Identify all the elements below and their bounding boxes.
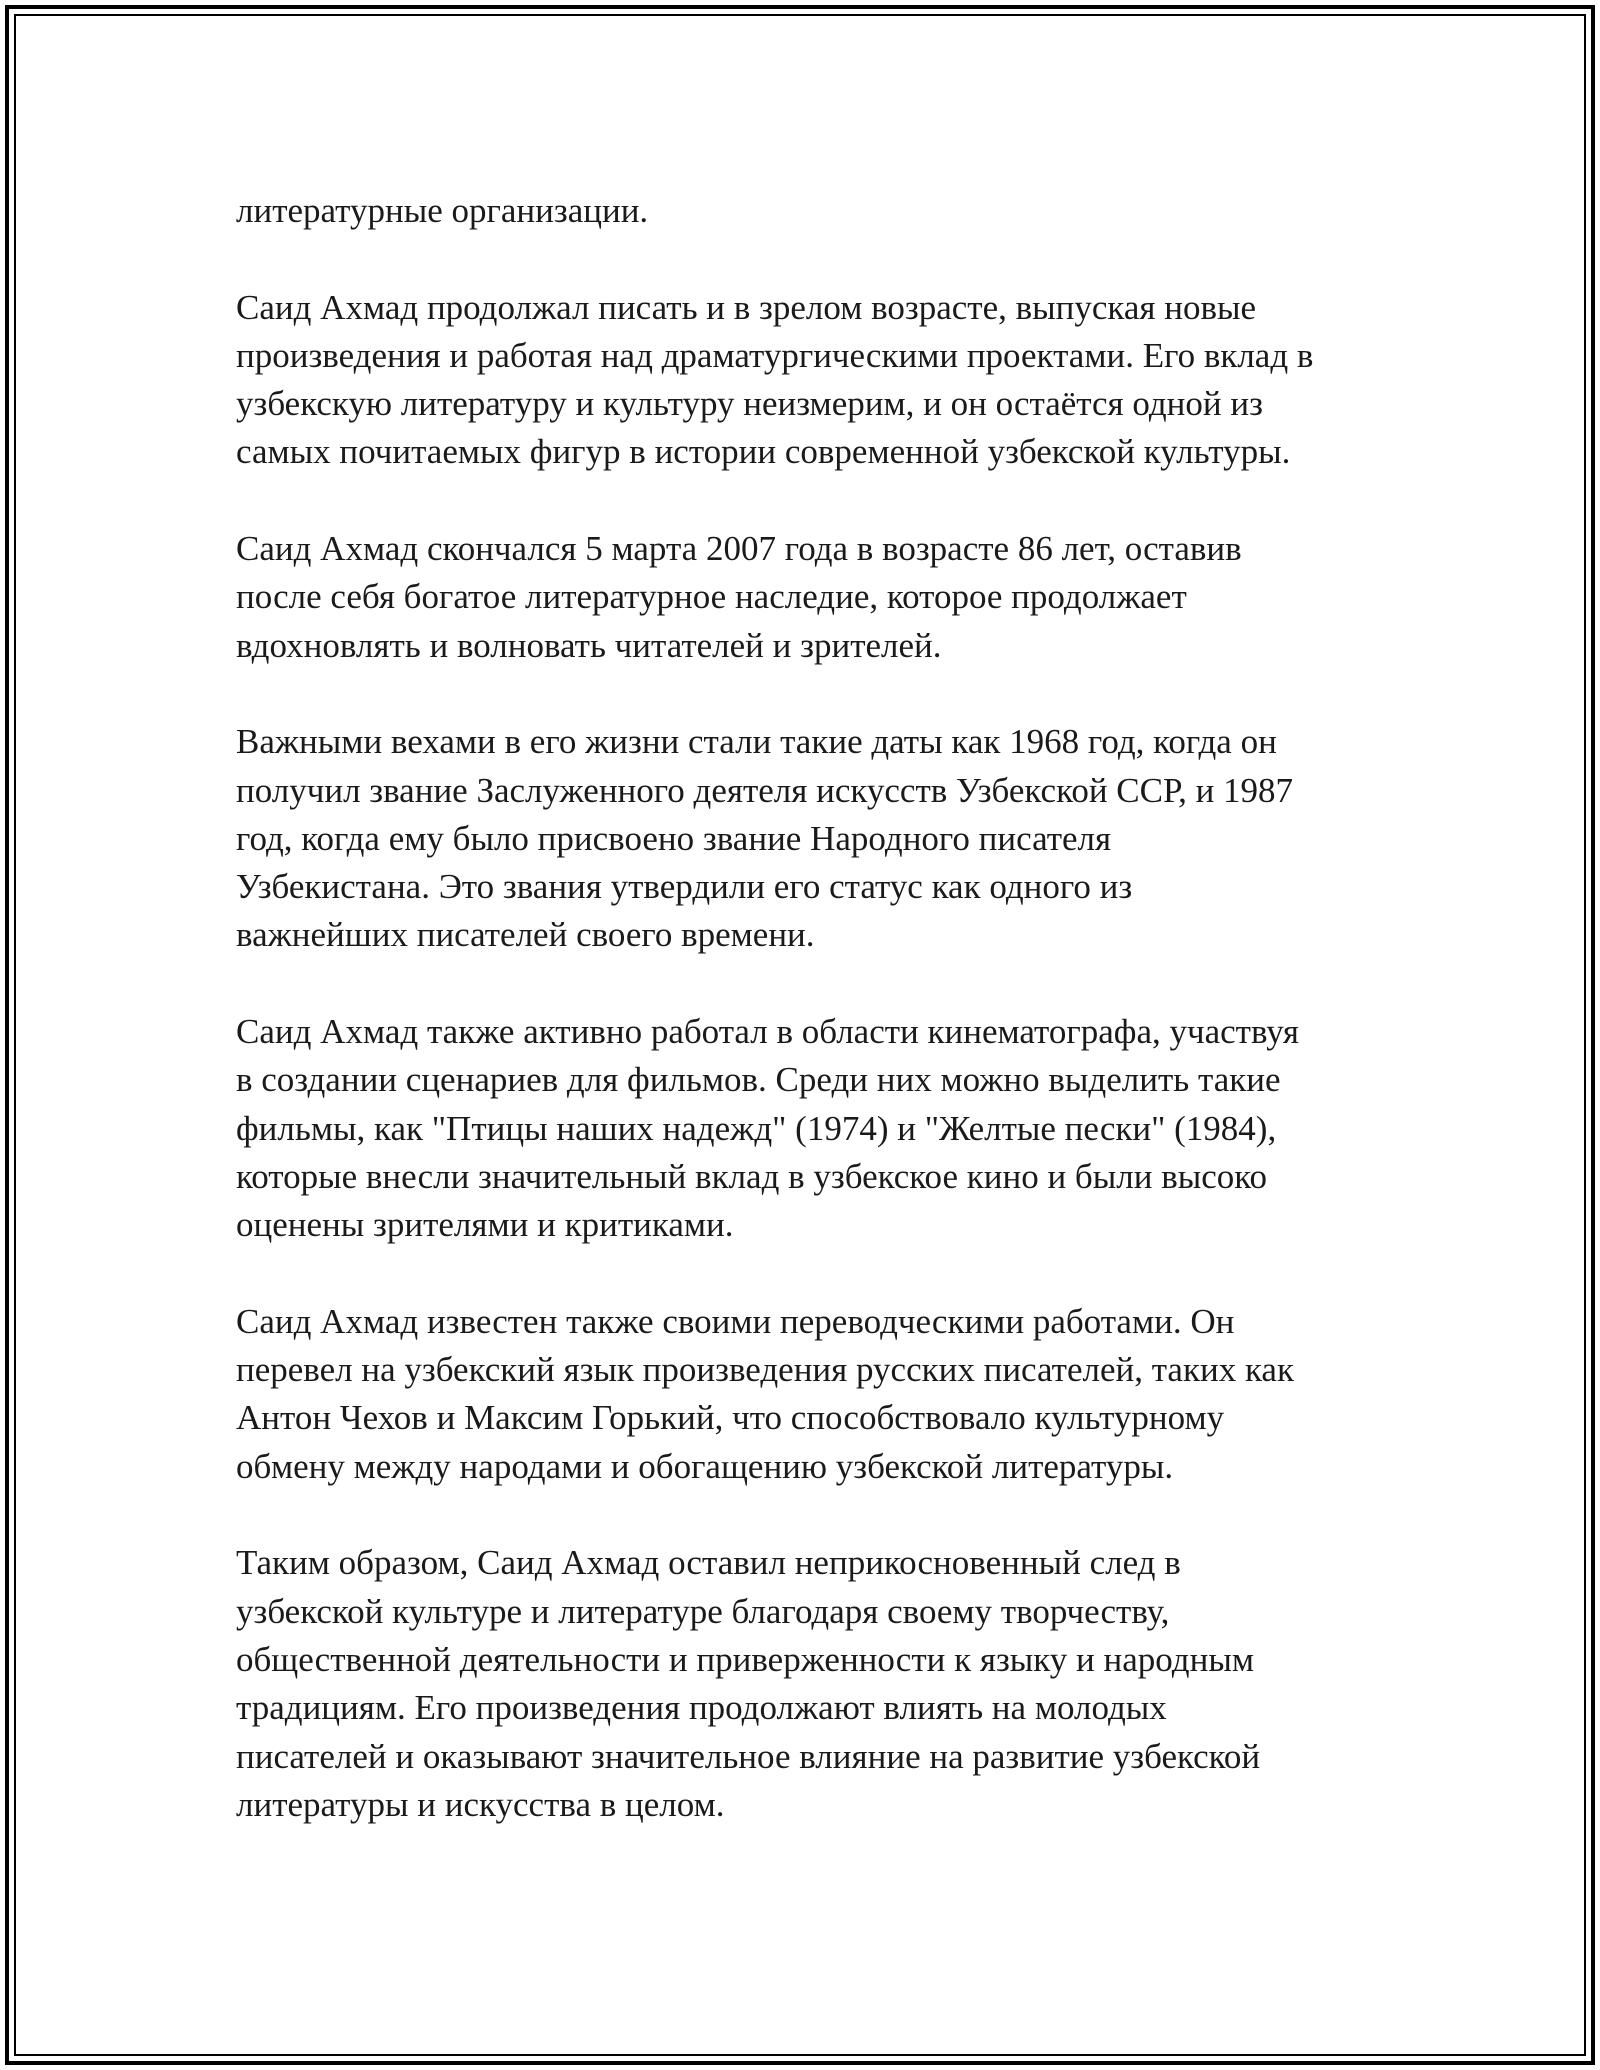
paragraph-4: Важными вехами в его жизни стали такие даты как 1968 год, когда он получил звание Заслуженного деятеля искусств Узбекской ССР, и 1987 год, когда ему было присвоено звание Народного писателя Узбекистана. Это звания утвердили его статус как одного из важнейших писателей своего времени. xyxy=(236,722,1294,955)
paragraph-1: литературные организации. xyxy=(236,191,649,230)
document-body xyxy=(236,187,1396,1829)
paragraph-6: Саид Ахмад известен также своими переводческими работами. Он перевел на узбекский язык произведения русских писателей, таких как Антон Чехов и Максим Горький, что способствовало культурному обмену между народами и обогащению узбекской литературы. xyxy=(236,1301,1294,1486)
paragraph-5: Саид Ахмад также активно работал в области кинематографа, участвуя в создании сценариев для фильмов. Среди них можно выделить такие фильмы, как "Птицы наших надежд" (1974) и "Желтые пески" (1984), которые внесли значительный вклад в узбекское кино и были высоко оценены зрителями и критиками. xyxy=(236,1012,1300,1245)
paragraph-7: Таким образом, Саид Ахмад оставил неприкосновенный след в узбекской культуре и литературе благодаря своему творчеству, общественной деятельности и приверженности к языку и народным традициям. Его произведения продолжают влиять на молодых писателей и оказывают значительное влияние на развитие узбекской литературы и искусства в целом. xyxy=(236,1543,1261,1824)
paragraph-3: Саид Ахмад скончался 5 марта 2007 года в возрасте 86 лет, оставив после себя богатое литературное наследие, которое продолжает вдохновлять и волновать читателей и зрителей. xyxy=(236,529,1242,665)
paragraph-2: Саид Ахмад продолжал писать и в зрелом возрасте, выпуская новые произведения и работая над драматургическими проектами. Его вклад в узбекскую литературу и культуру неизмерим, и он остаётся одной из самых почитаемых фигур в истории современной узбекской культуры. xyxy=(236,287,1314,472)
